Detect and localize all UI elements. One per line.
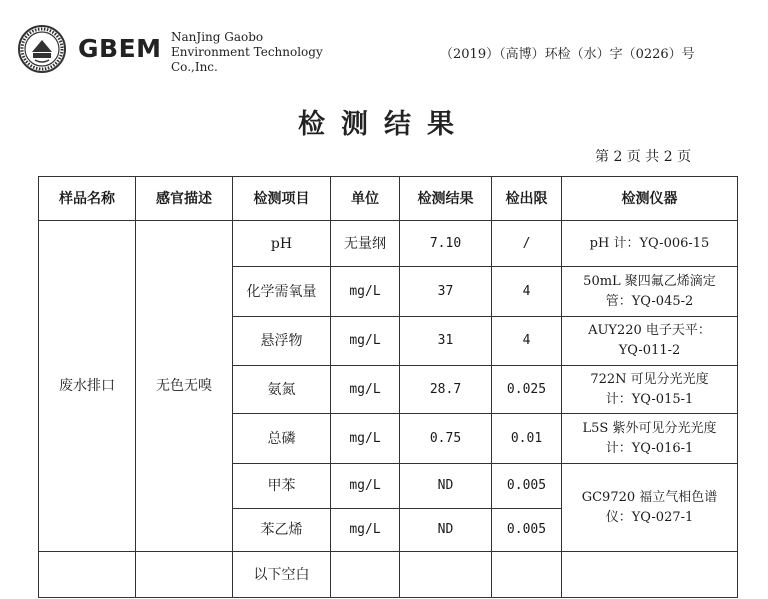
company-seal-logo	[18, 25, 66, 73]
result-cell: ND	[400, 509, 492, 552]
table-row	[39, 552, 738, 598]
item-cell: pH	[233, 221, 331, 267]
company-line-3: Co.,Inc.	[171, 60, 218, 74]
result-cell: 31	[400, 317, 492, 366]
description-cell: 无色无嗅	[136, 221, 233, 552]
column-header: 检测结果	[400, 177, 492, 221]
limit-cell: /	[492, 221, 562, 267]
instrument-line: 仪：YQ-027-1	[605, 509, 694, 525]
column-header: 感官描述	[136, 177, 233, 221]
result-cell: 37	[400, 267, 492, 317]
empty-cell	[331, 552, 400, 598]
empty-cell	[136, 552, 233, 598]
instrument-line: L5S 紫外可见分光光度	[582, 420, 717, 436]
sample-name-cell: 废水排口	[39, 221, 136, 552]
instrument-line: pH 计：YQ-006-15	[589, 235, 710, 251]
blank-note-cell: 以下空白	[233, 552, 331, 598]
column-header: 单位	[331, 177, 400, 221]
unit-cell: mg/L	[331, 317, 400, 366]
item-cell: 悬浮物	[233, 317, 331, 366]
empty-cell	[562, 552, 738, 598]
column-header: 样品名称	[39, 177, 136, 221]
limit-cell: 4	[492, 317, 562, 366]
instrument-line: 管：YQ-045-2	[605, 293, 694, 309]
empty-cell	[39, 552, 136, 598]
unit-cell: mg/L	[331, 509, 400, 552]
instrument-line: 计：YQ-015-1	[605, 391, 694, 407]
column-header: 检测仪器	[562, 177, 738, 221]
limit-cell: 4	[492, 267, 562, 317]
item-cell: 甲苯	[233, 464, 331, 509]
limit-cell: 0.025	[492, 366, 562, 414]
unit-cell: 无量纲	[331, 221, 400, 267]
instrument-line: 722N 可见分光光度	[590, 371, 709, 387]
instrument-cell	[562, 267, 738, 317]
table-row	[39, 221, 738, 267]
instrument-line: GC9720 福立气相色谱	[581, 489, 718, 505]
company-line-1: NanJing Gaobo	[171, 30, 264, 44]
logo-wordmark: GBEM	[78, 34, 162, 63]
empty-cell	[400, 552, 492, 598]
item-cell: 化学需氧量	[233, 267, 331, 317]
instrument-cell	[562, 464, 738, 552]
result-cell: 7.10	[400, 221, 492, 267]
unit-cell: mg/L	[331, 267, 400, 317]
instrument-cell	[562, 221, 738, 267]
instrument-line: 计：YQ-016-1	[605, 440, 694, 456]
results-table	[38, 176, 738, 598]
document-title: 检测结果	[298, 109, 470, 140]
table-header-row	[39, 177, 738, 221]
instrument-line: YQ-011-2	[618, 343, 681, 358]
column-header: 检测项目	[233, 177, 331, 221]
empty-cell	[492, 552, 562, 598]
instrument-cell	[562, 366, 738, 414]
unit-cell: mg/L	[331, 414, 400, 464]
page-indicator: 第 2 页 共 2 页	[595, 149, 692, 165]
result-cell: 0.75	[400, 414, 492, 464]
instrument-cell	[562, 414, 738, 464]
unit-cell: mg/L	[331, 366, 400, 414]
unit-cell: mg/L	[331, 464, 400, 509]
company-line-2: Environment Technology	[171, 45, 323, 59]
limit-cell: 0.01	[492, 414, 562, 464]
result-cell: ND	[400, 464, 492, 509]
column-header: 检出限	[492, 177, 562, 221]
item-cell: 氨氮	[233, 366, 331, 414]
limit-cell: 0.005	[492, 509, 562, 552]
result-cell: 28.7	[400, 366, 492, 414]
item-cell: 苯乙烯	[233, 509, 331, 552]
instrument-cell	[562, 317, 738, 366]
limit-cell: 0.005	[492, 464, 562, 509]
item-cell: 总磷	[233, 414, 331, 464]
report-number: （2019）（高博）环检（水）字（0226）号	[440, 47, 695, 62]
company-name	[171, 30, 323, 75]
instrument-line: 50mL 聚四氟乙烯滴定	[583, 273, 716, 289]
instrument-line: AUY220 电子天平：	[588, 323, 711, 338]
